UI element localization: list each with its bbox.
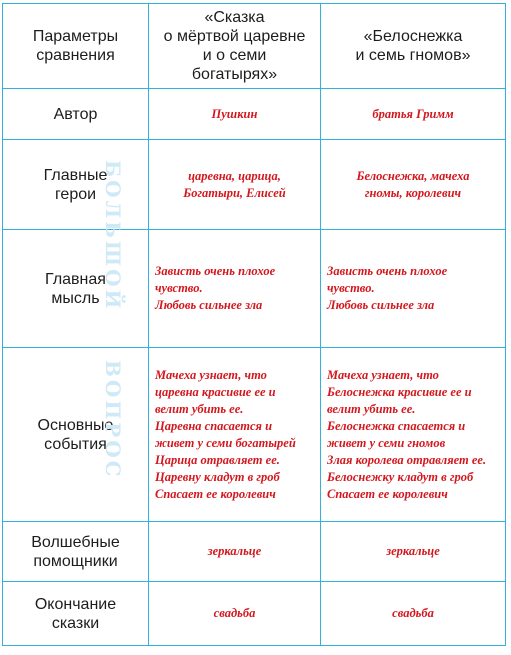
header-tale2: «Белоснежка и семь гномов» <box>321 4 506 89</box>
watermark-word-2: ВОПРОС <box>101 360 125 480</box>
table-row <box>3 140 506 230</box>
row-param-idea: Главная мысль <box>3 230 149 348</box>
row-param-heroes: Главные герои <box>3 140 149 230</box>
answer-cell: царевна, царица, Богатыри, Елисей <box>149 140 321 230</box>
table-row <box>3 582 506 646</box>
answer-cell: зеркальце <box>149 522 321 582</box>
header-tale1: «Сказка о мёртвой царевне и о семи богатырях» <box>149 4 321 89</box>
answer-cell: Пушкин <box>149 89 321 140</box>
table-row <box>3 230 506 348</box>
answer-cell: свадьба <box>149 582 321 646</box>
answer-cell: братья Гримм <box>321 89 506 140</box>
answer-cell: Мачеха узнает, что царевна красивие ее и велит убить ее. Царевна спасается и живет у семи богатырей Царица отравляет ее. Царевну кладут в гроб Спасает ее королевич <box>149 348 321 522</box>
comparison-table <box>2 3 506 646</box>
row-param-helpers: Волшебные помощники <box>3 522 149 582</box>
header-params: Параметры сравнения <box>3 4 149 89</box>
answer-cell: Зависть очень плохое чувство. Любовь сильнее зла <box>321 230 506 348</box>
watermark-word-1: БОЛЬШОЙ <box>101 160 125 312</box>
answer-cell: Белоснежка, мачеха гномы, королевич <box>321 140 506 230</box>
row-param-ending: Окончание сказки <box>3 582 149 646</box>
answer-cell: Мачеха узнает, что Белоснежка красивие ее и велит убить ее. Белоснежка спасается и живет у семи гномов Злая королева отравляет ее. Белоснежку кладут в гроб Спасает ее королевич <box>321 348 506 522</box>
answer-cell: свадьба <box>321 582 506 646</box>
row-param-author: Автор <box>3 89 149 140</box>
table-row <box>3 522 506 582</box>
answer-cell: зеркальце <box>321 522 506 582</box>
table-row <box>3 348 506 522</box>
table-row <box>3 89 506 140</box>
row-param-events: Основные события <box>3 348 149 522</box>
answer-cell: Зависть очень плохое чувство. Любовь сильнее зла <box>149 230 321 348</box>
header-row <box>3 4 506 89</box>
